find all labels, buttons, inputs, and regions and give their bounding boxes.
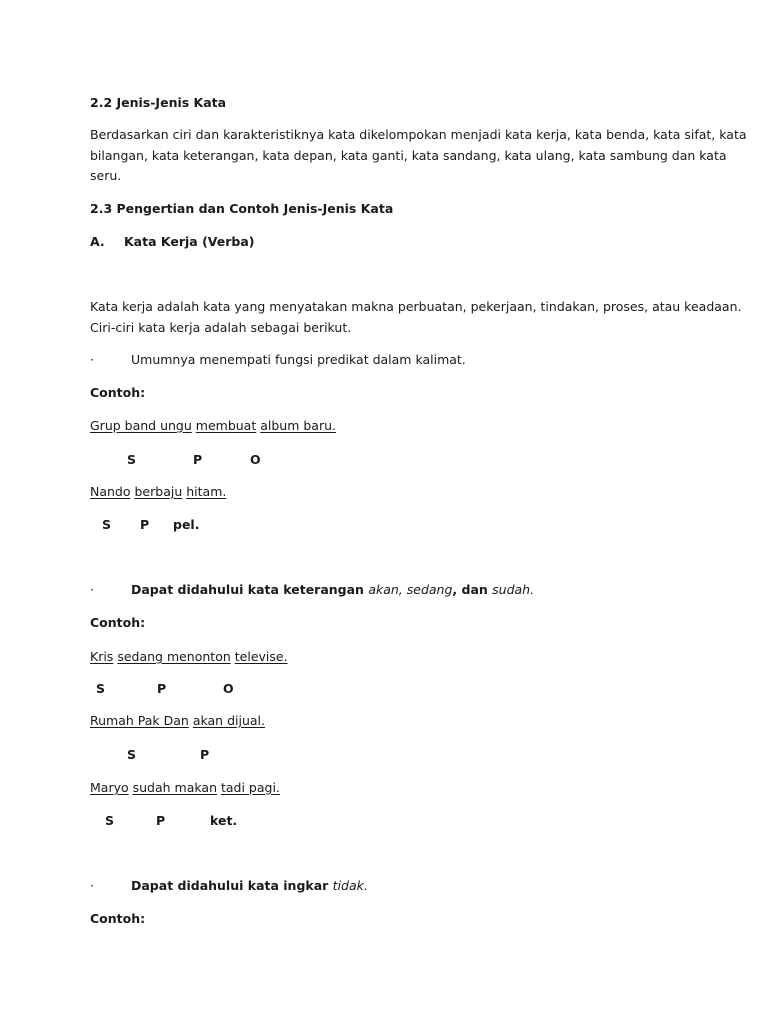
- example-4-label-s: S: [127, 747, 137, 762]
- example-3-object: televise.: [234, 649, 288, 664]
- example-1-object: album baru.: [260, 418, 337, 433]
- bullet-glyph: ·: [90, 352, 94, 367]
- example-3-predicate: sedang menonton: [117, 649, 231, 664]
- example-4-sentence: [90, 710, 265, 731]
- example-5-object: tadi pagi.: [220, 780, 280, 795]
- bullet-2-text: [131, 579, 534, 600]
- example-1-label-p: P: [193, 452, 203, 467]
- example-4-predicate: akan dijual.: [192, 713, 265, 728]
- example-1-subject: Grup band ungu: [90, 418, 192, 433]
- contoh-label: Contoh:: [90, 615, 146, 630]
- example-5-label-s: S: [105, 813, 115, 828]
- example-2-label-s: S: [102, 517, 112, 532]
- bullet-1-text: Umumnya menempati fungsi predikat dalam kalimat.: [131, 352, 466, 367]
- example-2-sentence: [90, 481, 226, 502]
- example-1-label-s: S: [127, 452, 137, 467]
- example-3-label-o: O: [223, 681, 234, 696]
- example-3-sentence: [90, 646, 288, 667]
- bullet-glyph: ·: [90, 878, 94, 893]
- contoh-label: Contoh:: [90, 911, 146, 926]
- example-4-subject: Rumah Pak Dan: [90, 713, 189, 728]
- example-2-label-pel: pel.: [173, 517, 200, 532]
- example-2-predicate: berbaju: [134, 484, 183, 499]
- bullet-3-word: tidak.: [332, 878, 368, 893]
- bullet-2-word-2: sudah.: [492, 582, 535, 597]
- example-3-label-s: S: [96, 681, 106, 696]
- section-a-letter: A.: [90, 234, 105, 249]
- example-5-label-p: P: [156, 813, 166, 828]
- intro-line-1: Berdasarkan ciri dan karakteristiknya kata dikelompokan menjadi kata kerja, kata benda, kata sifat, kata: [90, 127, 747, 142]
- example-3-label-p: P: [157, 681, 167, 696]
- definition-line-2: Ciri-ciri kata kerja adalah sebagai berikut.: [90, 320, 352, 335]
- intro-line-2: bilangan, kata keterangan, kata depan, kata ganti, kata sandang, kata ulang, kata sambung dan kata: [90, 148, 727, 163]
- bullet-2-word-1: akan, sedang: [368, 582, 453, 597]
- example-5-label-ket: ket.: [210, 813, 238, 828]
- example-1-predicate: membuat: [195, 418, 257, 433]
- example-3-subject: Kris: [90, 649, 114, 664]
- bullet-3-prefix: Dapat didahului kata ingkar: [131, 878, 333, 893]
- example-5-sentence: [90, 777, 280, 798]
- section-a-title: Kata Kerja (Verba): [124, 234, 255, 249]
- bullet-3-text: [131, 875, 368, 896]
- example-1-sentence: [90, 415, 336, 436]
- example-2-label-p: P: [140, 517, 150, 532]
- example-2-subject: Nando: [90, 484, 131, 499]
- example-5-subject: Maryo: [90, 780, 129, 795]
- heading-2-3: 2.3 Pengertian dan Contoh Jenis-Jenis Kata: [90, 201, 394, 216]
- example-2-object: hitam.: [186, 484, 227, 499]
- definition-line-1: Kata kerja adalah kata yang menyatakan makna perbuatan, pekerjaan, tindakan, proses, atau keadaan.: [90, 299, 742, 314]
- example-5-predicate: sudah makan: [132, 780, 217, 795]
- example-4-label-p: P: [200, 747, 210, 762]
- bullet-2-prefix: Dapat didahului kata keterangan: [131, 582, 369, 597]
- contoh-label: Contoh:: [90, 385, 146, 400]
- intro-line-3: seru.: [90, 168, 122, 183]
- bullet-glyph: ·: [90, 582, 94, 597]
- bullet-2-mid: , dan: [452, 582, 493, 597]
- example-1-label-o: O: [250, 452, 261, 467]
- heading-2-2: 2.2 Jenis-Jenis Kata: [90, 95, 227, 110]
